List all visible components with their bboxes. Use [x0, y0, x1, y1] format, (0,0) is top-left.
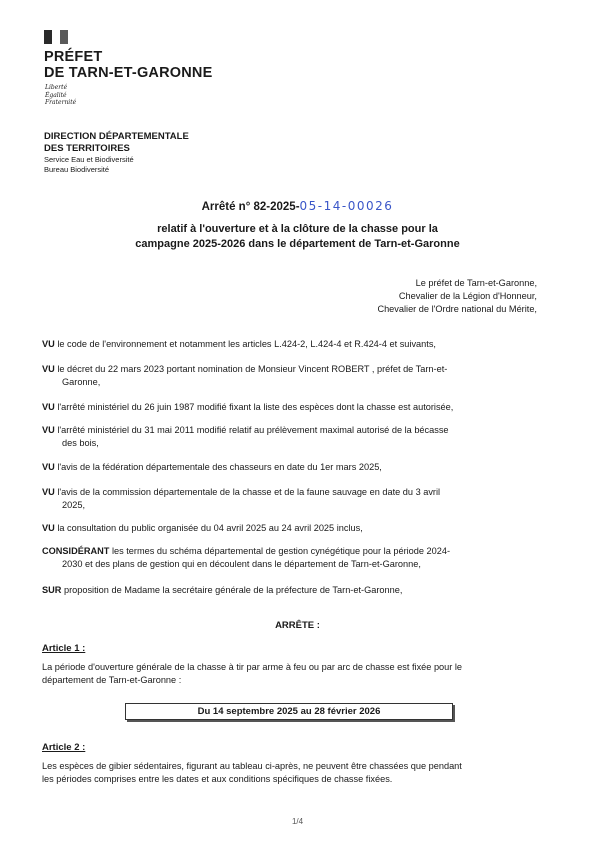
logo-stripe-red	[60, 30, 68, 44]
page-number: 1/4	[291, 817, 304, 826]
motto-fraternite: Fraternité	[45, 99, 77, 106]
visa-lead: SUR	[42, 585, 62, 595]
article1-text	[42, 661, 538, 686]
direction-name	[44, 131, 189, 155]
visa-text: l'avis de la commission départementale de la chasse et de la faune sauvage en date du 3 avril	[54, 487, 441, 497]
article1-line2: département de Tarn-et-Garonne :	[42, 674, 182, 685]
visa-text: l'arrêté ministériel du 26 juin 1987 modifié fixant la liste des espèces dont la chasse est autorisée,	[54, 402, 454, 412]
visa-item	[42, 363, 538, 388]
arrete-heading: ARRÊTE :	[275, 620, 320, 631]
visa-text: le code de l'environnement et notamment les articles L.424-2, L.424-4 et R.424-4 et suivants,	[54, 339, 436, 349]
handwritten-number: 05-14-00026	[299, 199, 394, 213]
visa-text: l'avis de la fédération départementale des chasseurs en date du 1er mars 2025,	[54, 462, 382, 472]
visa-item	[42, 338, 538, 351]
visa-text: la consultation du public organisée du 04 avril 2025 au 24 avril 2025 inclus,	[54, 523, 363, 533]
visa-lead: VU	[42, 339, 55, 349]
visa-continuation: des bois,	[62, 437, 99, 448]
signatory-line2: Chevalier de la Légion d'Honneur,	[398, 291, 537, 301]
service-name: Service Eau et Biodiversité	[44, 155, 134, 164]
prefet-line1: PRÉFET	[44, 49, 103, 65]
motto-liberte: Liberté	[45, 84, 68, 91]
visa-item	[42, 522, 538, 535]
article1-heading: Article 1 :	[42, 643, 86, 654]
visa-continuation: 2030 et des plans de gestion qui en découlent dans le département de Tarn-et-Garonne,	[62, 558, 421, 569]
article2-heading: Article 2 :	[42, 742, 86, 753]
visa-text: proposition de Madame la secrétaire générale de la préfecture de Tarn-et-Garonne,	[61, 585, 403, 595]
prefecture-name	[44, 49, 212, 81]
republique-logo	[44, 30, 68, 44]
article1-line1: La période d'ouverture générale de la chasse à tir par arme à feu ou par arc de chasse est fixée pour le	[42, 662, 463, 672]
visa-lead: VU	[42, 462, 55, 472]
signatory-line3: Chevalier de l'Ordre national du Mérite,	[377, 304, 537, 314]
visa-item	[42, 401, 538, 414]
visa-lead: VU	[42, 523, 55, 533]
hunting-period-box: Du 14 septembre 2025 au 28 février 2026	[125, 703, 453, 720]
motto-egalite: Égalité	[45, 91, 67, 99]
visa-text: les termes du schéma départemental de gestion cynégétique pour la période 2024-	[109, 546, 451, 556]
logo-stripe-white	[52, 30, 60, 44]
direction-line1: DIRECTION DÉPARTEMENTALE	[44, 131, 189, 142]
arrete-prefix: Arrêté n° 82-2025-	[201, 201, 300, 213]
article2-text	[42, 760, 538, 785]
republic-motto	[45, 84, 76, 107]
visa-lead: VU	[42, 402, 55, 412]
article2-line1: Les espèces de gibier sédentaires, figurant au tableau ci-après, ne peuvent être chassées que pendant	[42, 761, 462, 771]
prefet-line2: DE TARN-ET-GARONNE	[44, 65, 213, 81]
visa-lead: CONSIDÉRANT	[42, 546, 110, 556]
subject-line2: campagne 2025-2026 dans le département de Tarn-et-Garonne	[135, 237, 460, 250]
visa-item	[42, 486, 538, 511]
visa-lead: VU	[42, 425, 55, 435]
service-info	[44, 155, 134, 174]
visa-item	[42, 424, 538, 449]
visa-lead: VU	[42, 487, 55, 497]
visa-item	[42, 545, 538, 570]
visa-continuation: Garonne,	[62, 376, 101, 387]
visa-item	[42, 461, 538, 474]
article2-line2: les périodes comprises entre les dates et aux conditions spécifiques de chasse fixées.	[42, 773, 393, 784]
subject-line1: relatif à l'ouverture et à la clôture de la chasse pour la	[157, 223, 438, 235]
direction-line2: DES TERRITOIRES	[44, 143, 130, 154]
arrete-subject	[0, 222, 595, 251]
visa-text: l'arrêté ministériel du 31 mai 2011 modifié relatif au prélèvement maximal autorisé de la bécasse	[54, 425, 449, 435]
arrete-number	[0, 199, 595, 213]
signatory-line1: Le préfet de Tarn-et-Garonne,	[415, 278, 537, 288]
logo-stripe-blue	[44, 30, 52, 44]
visa-continuation: 2025,	[62, 499, 85, 510]
visa-item	[42, 584, 538, 597]
visa-text: le décret du 22 mars 2023 portant nomination de Monsieur Vincent ROBERT , préfet de Tarn-et-	[54, 364, 448, 374]
visa-lead: VU	[42, 364, 55, 374]
bureau-name: Bureau Biodiversité	[44, 164, 110, 174]
signatory-block	[377, 277, 537, 316]
